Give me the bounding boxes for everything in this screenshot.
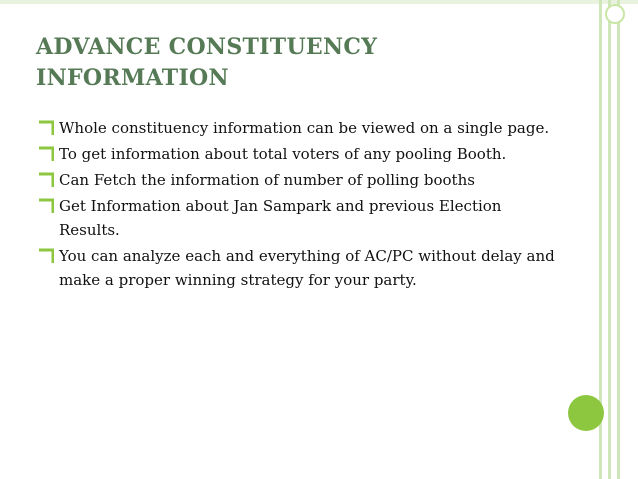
square-check-bullet-icon xyxy=(38,146,54,162)
square-check-bullet-icon xyxy=(38,172,54,188)
bullet-text: Get Information about Jan Sampark and previous Election Results. xyxy=(59,197,502,239)
decorative-dot-filled xyxy=(568,395,604,431)
square-check-bullet-icon xyxy=(38,198,54,214)
square-check-bullet-icon xyxy=(38,120,54,136)
slide-title: ADVANCE CONSTITUENCY INFORMATION xyxy=(36,34,378,91)
slide-top-border xyxy=(0,0,638,4)
decorative-dot-outline xyxy=(605,4,625,24)
square-check-bullet-icon xyxy=(38,248,54,264)
bullet-item xyxy=(38,116,558,140)
bullet-item xyxy=(38,142,558,166)
bullet-item xyxy=(38,168,558,192)
bullet-text: You can analyze each and everything of AC/PC without delay and make a proper winning strategy for your party. xyxy=(59,247,555,289)
slide-border-line xyxy=(608,0,611,479)
bullet-text: Whole constituency information can be viewed on a single page. xyxy=(59,119,550,137)
slide-border-line xyxy=(617,0,620,479)
bullet-item xyxy=(38,194,558,242)
bullet-text: Can Fetch the information of number of polling booths xyxy=(59,171,475,189)
bullet-text: To get information about total voters of any pooling Booth. xyxy=(59,145,507,163)
bullet-list xyxy=(38,116,558,294)
bullet-item xyxy=(38,244,558,292)
